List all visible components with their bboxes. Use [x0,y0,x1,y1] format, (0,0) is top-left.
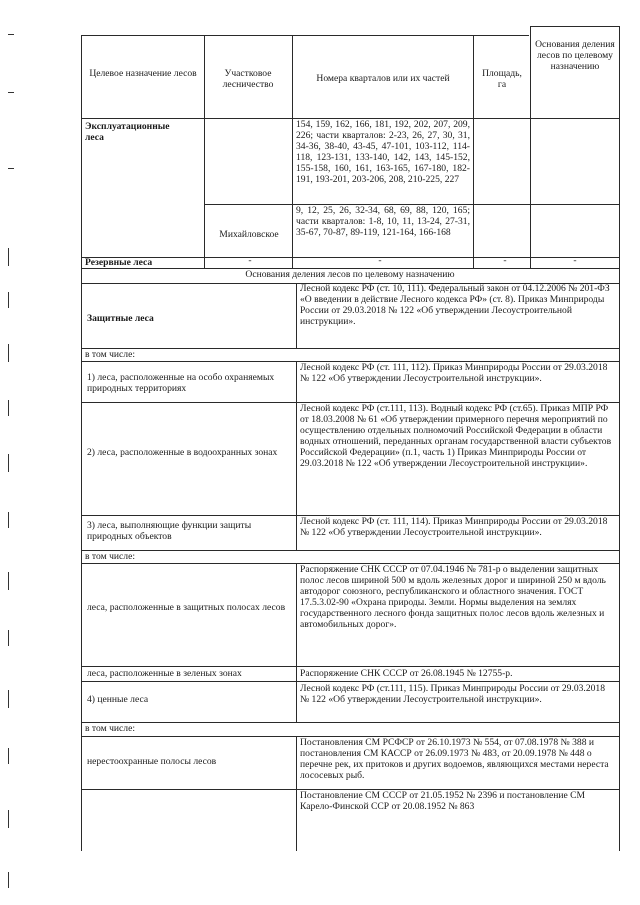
binding-mark [8,248,9,266]
binding-mark [8,748,9,764]
binding-mark [8,572,9,590]
binding-mark [8,454,9,472]
header-forestry: Участковое лесничество [222,68,274,90]
binding-mark [8,810,9,828]
row-basis: Распоряжение СНК СССР от 07.04.1946 № 781-р о выделении защитных полос лесов шириной 500 м вдоль железных дорог и шириной 250 м вдоль автодорог союзного, республиканского и областного значения. ГОСТ 17.5.3.02-90 «Охрана природы. Земли. Нормы выделения на землях государственного лесного фонда защитных полос лесов вдоль железных и автомобильных дорог». [300,564,606,630]
header-quarters: Номера кварталов или их частей [316,73,450,84]
exploitation-forestry-2: Михайловское [219,229,279,240]
row-basis: Лесной кодекс РФ (ст. 111, 112). Приказ Минприроды России от 29.03.2018 № 122 «Об утверждении Лесоустроительной инструкции». [300,362,608,384]
row-label: нерестоохранные полосы лесов [87,756,217,767]
binding-mark [8,34,14,35]
header-basis: Основания деления лесов по целевому назначению [535,39,615,72]
reserve-dash: - [573,255,577,266]
binding-mark [8,168,14,169]
header-area: Площадь, га [482,68,522,90]
row-label: 1) леса, расположенные на особо охраняемых природных территориях [87,372,275,394]
header-purpose: Целевое назначение лесов [89,68,197,79]
row-label: 2) леса, расположенные в водоохранных зонах [87,447,278,458]
binding-mark [8,690,9,708]
reserve-dash: - [248,255,252,266]
reserve-label: Резервные леса [85,257,153,268]
row-label: в том числе: [85,349,136,360]
binding-mark [8,512,9,528]
row-label: в том числе: [85,723,136,734]
binding-mark [8,630,9,646]
reserve-dash: - [378,255,382,266]
reserve-dash: - [503,255,507,266]
exploitation-quarters-2: 9, 12, 25, 26, 32-34, 68, 69, 88, 120, 165; части кварталов: 1-8, 10, 11, 13-24, 27-31, 35-67, 70-87, 89-119, 121-164, 166-168 [296,205,470,238]
binding-mark [8,872,9,888]
row-basis: Лесной кодекс РФ (ст.111, 115). Приказ Минприроды России от 29.03.2018 № 122 «Об утверждении Лесоустроительной инструкции». [300,683,606,705]
row-basis: Постановление СМ СССР от 21.05.1952 № 2396 и постановление СМ Карело-Финской ССР от 20.08.1952 № 863 [300,790,586,812]
binding-mark [8,92,14,93]
row-label: леса, расположенные в защитных полосах лесов [87,602,286,613]
binding-mark [8,400,9,416]
section-title: Основания деления лесов по целевому назначению [245,269,455,280]
row-basis: Лесной кодекс РФ (ст. 10, 111). Федеральный закон от 04.12.2006 № 201-ФЗ «О введении в действие Лесного кодекса РФ» (ст. 8). Приказ Минприроды России от 29.03.2018 № 122 «Об утверждении Лесоустроительной инструкции». [300,283,610,327]
row-label: в том числе: [85,551,136,562]
row-label: 3) леса, выполняющие функции защиты природных объектов [87,520,252,542]
row-basis: Лесной кодекс РФ (ст.111, 113). Водный кодекс РФ (ст.65). Приказ МПР РФ от 18.03.2008 № 61 «Об утверждении примерного перечня мероприятий по осуществлению отдельных полномочий Российской Федерации в области водных отношений, переданных органам государственной власти субъектов Российской Федерации» (п.1, часть 1) Приказ Минприроды России от 29.03.2018 № 122 «Об утверждении Лесоустроительной инструкции». [300,403,612,469]
row-basis: Постановления СМ РСФСР от 26.10.1973 № 554, от 07.08.1978 № 388 и постановления СМ КАССР от 26.09.1973 № 483, от 20.09.1978 № 448 о перечне рек, их притоков и других водоемов, являющихся местами нереста лососевых рыб. [300,737,609,781]
exploitation-label: Эксплуатационные леса [85,121,170,143]
row-label: Защитные леса [87,313,154,324]
row-basis: Распоряжение СНК СССР от 26.08.1945 № 12755-р. [300,668,513,679]
binding-mark [8,292,9,308]
row-basis: Лесной кодекс РФ (ст. 111, 114). Приказ Минприроды России от 29.03.2018 № 122 «Об утверждении Лесоустроительной инструкции». [300,516,608,538]
binding-mark [8,344,9,362]
row-label: 4) ценные леса [87,694,149,705]
exploitation-quarters-1: 154, 159, 162, 166, 181, 192, 202, 207, 209, 226; части кварталов: 2-23, 26, 27, 30, 31, 34-36, 38-40, 43-45, 47-101, 103-112, 114-118, 123-131, 133-140, 142, 143, 145-152, 155-158, 160, 161, 163-165, 167-180, 182-191, 193-201, 203-206, 208, 210-225, 227 [296,119,470,185]
row-label: леса, расположенные в зеленых зонах [87,668,242,679]
